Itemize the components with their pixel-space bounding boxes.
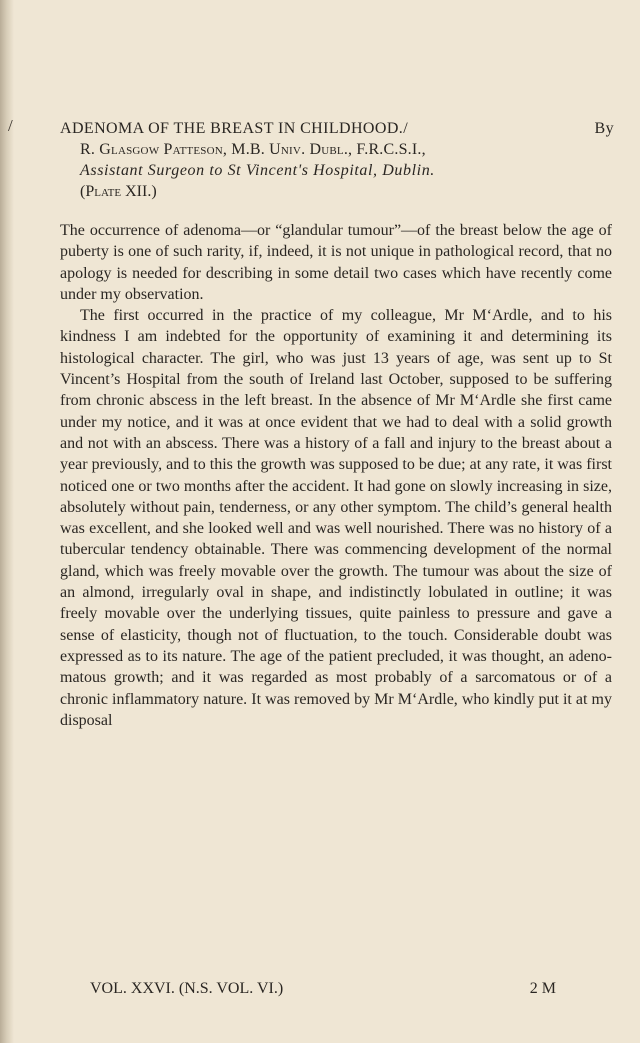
page-footer [90, 980, 556, 998]
footer-volume: VOL. XXVI. (N.S. VOL. VI.) [90, 980, 284, 997]
page-binding-shadow [0, 0, 14, 1043]
article-title: ADENOMA OF THE BREAST IN CHILDHOOD. [60, 120, 404, 137]
paragraph-1: The occurrence of adenoma—or “glandular tumour”—of the breast below the age of puberty is one of such rarity, if, indeed, it is not unique in pathological record, that no apology is needed for describing in some detail two cases which have recently come under my observation. [60, 222, 612, 303]
title-by: By [594, 120, 614, 137]
article-author: R. Glasgow Patteson, M.B. Univ. Dubl., F.R.C.S.I., [80, 141, 426, 158]
article-affiliation: Assistant Surgeon to St Vincent's Hospital, Dublin. [80, 162, 435, 179]
article-title-line [60, 118, 614, 139]
title-pen-mark: / [403, 120, 409, 137]
footer-signature: 2 M [529, 980, 556, 997]
article-body [60, 220, 612, 731]
margin-pen-mark: / [8, 116, 13, 135]
article-page [28, 118, 614, 731]
plate-reference: (Plate XII.) [80, 183, 157, 200]
paragraph-2: The first occurred in the practice of my colleague, Mr M‘Ardle, and to his kindness I am indebted for the opportunity of examining it and determining its histological character. The girl, who was just 13 years of age, was sent up to St Vincent’s Hospital from the south of Ireland last October, supposed to be suffering from chronic abscess in the left breast. In the absence of Mr M‘Ardle she first came under my notice, and it was at once evident that we had to deal with a solid growth and not with an abscess. There was a history of a fall and injury to the breast about a year previously, and to this the growth was supposed to be due; at any rate, it was first noticed one or two months after the accident. It had gone on slowly increasing in size, absolutely without pain, tenderness, or any other symptom. The child’s general health was excellent, and she looked well and was well nourished. There was no history of a tubercular tendency obtainable. There was commencing development of the normal gland, which was freely movable over the growth. The tumour was about the size of an almond, irregularly oval in shape, and indistinctly lobulated in outline; it was freely movable over the underlying tissues, quite painless to pressure and gave a sense of elasticity, though not of fluctuation, to the touch. Considerable doubt was expressed as to its nature. The age of the patient precluded, it was thought, an adeno-matous growth; and it was regarded as most probably of a sarcomatous or of a chronic inflammatory nature. It was removed by Mr M‘Ardle, who kindly put it at my disposal [60, 307, 612, 729]
